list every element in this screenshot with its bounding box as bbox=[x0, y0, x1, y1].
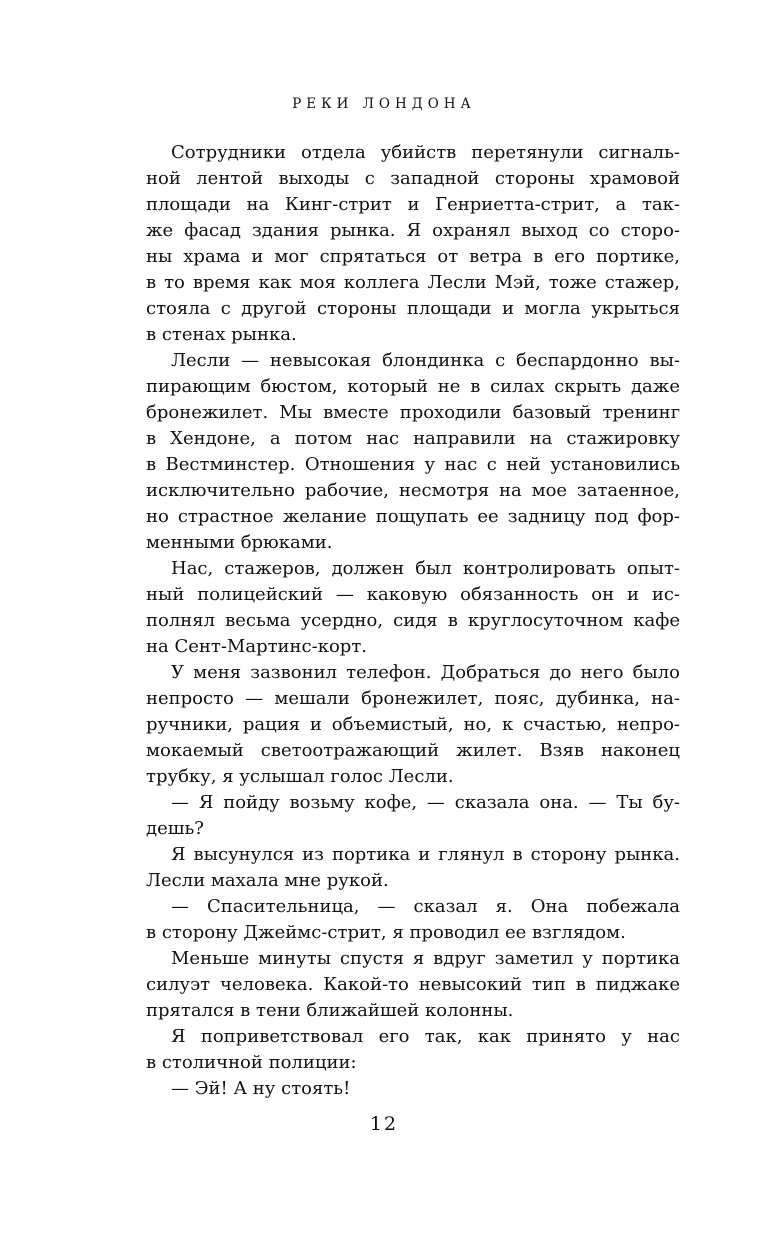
text-line: Лесли махала мне рукой. bbox=[146, 870, 389, 891]
text-line: в Вестминстер. Отношения у нас с ней установились bbox=[146, 454, 680, 475]
text-line: в столичной полиции: bbox=[146, 1052, 357, 1073]
text-line: площади на Кинг-стрит и Генриетта-стрит, а так- bbox=[146, 194, 680, 215]
text-line: — Я пойду возьму кофе, — сказала она. — Ты бу- bbox=[171, 792, 680, 813]
text-line: ный полицейский — каковую обязанность он и ис- bbox=[146, 584, 680, 605]
text-line: — Спасительница, — сказал я. Она побежала bbox=[171, 896, 680, 917]
text-line: в сторону Джеймс-стрит, я проводил ее взглядом. bbox=[146, 922, 626, 943]
text-line: прятался в тени ближайшей колонны. bbox=[146, 1000, 514, 1021]
text-line: бронежилет. Мы вместе проходили базовый тренинг bbox=[146, 402, 680, 423]
text-line: же фасад здания рынка. Я охранял выход со сторо- bbox=[146, 220, 680, 241]
text-line: ручники, рация и объемистый, но, к счастью, непро- bbox=[146, 714, 680, 735]
text-line: — Эй! А ну стоять! bbox=[171, 1078, 351, 1099]
text-line: трубку, я услышал голос Лесли. bbox=[146, 766, 454, 787]
text-line: Я высунулся из портика и глянул в сторону рынка. bbox=[171, 844, 680, 865]
text-line: ны храма и мог спрятаться от ветра в его портике, bbox=[146, 246, 680, 267]
text-line: но страстное желание пощупать ее задницу под фор- bbox=[146, 506, 680, 527]
text-line: на Сент-Мартинс-корт. bbox=[146, 636, 368, 657]
text-line: в стенах рынка. bbox=[146, 324, 297, 345]
text-line: Меньше минуты спустя я вдруг заметил у портика bbox=[171, 948, 680, 969]
text-line: Нас, стажеров, должен был контролировать опыт- bbox=[171, 558, 680, 579]
text-line: в Хендоне, а потом нас направили на стажировку bbox=[146, 428, 680, 449]
text-line: исключительно рабочие, несмотря на мое затаенное, bbox=[146, 480, 680, 501]
text-line: менными брюками. bbox=[146, 532, 333, 553]
text-line: силуэт человека. Какой-то невысокий тип в пиджаке bbox=[146, 974, 680, 995]
text-line: Я поприветствовал его так, как принято у нас bbox=[171, 1026, 680, 1047]
body-text bbox=[146, 140, 680, 1102]
text-line: дешь? bbox=[146, 818, 204, 839]
text-line: Сотрудники отдела убийств перетянули сигналь- bbox=[171, 142, 680, 163]
text-line: полнял весьма усердно, сидя в круглосуточном кафе bbox=[146, 610, 680, 631]
text-line: пирающим бюстом, который не в силах скрыть даже bbox=[146, 376, 680, 397]
text-line: стояла с другой стороны площади и могла укрыться bbox=[146, 298, 680, 319]
text-line: в то время как моя коллега Лесли Мэй, тоже стажер, bbox=[146, 272, 680, 293]
text-line: ной лентой выходы с западной стороны храмовой bbox=[146, 168, 680, 189]
text-line: непросто — мешали бронежилет, пояс, дубинка, на- bbox=[146, 688, 680, 709]
text-line: У меня зазвонил телефон. Добраться до него было bbox=[171, 662, 680, 683]
page-number: 12 bbox=[369, 1113, 399, 1135]
text-line: Лесли — невысокая блондинка с беспардонно вы- bbox=[171, 350, 680, 371]
running-head: РЕКИ ЛОНДОНА bbox=[292, 96, 476, 112]
text-line: мокаемый светоотражающий жилет. Взяв наконец bbox=[146, 740, 680, 761]
